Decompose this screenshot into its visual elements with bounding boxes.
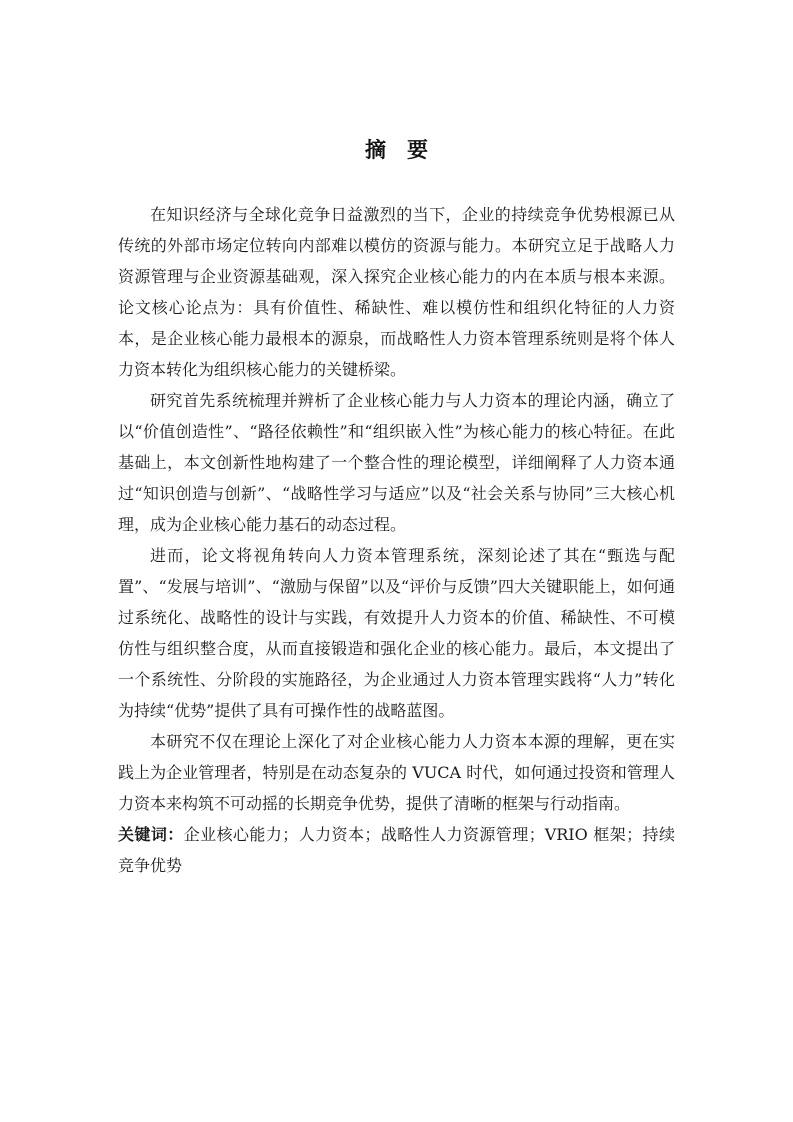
keywords-text: 企业核心能力；人力资本；战略性人力资源管理；VRIO 框架；持续竞争优势	[118, 825, 675, 875]
abstract-paragraph-1: 在知识经济与全球化竞争日益激烈的当下，企业的持续竞争优势根源已从传统的外部市场定位转向内部难以模仿的资源与能力。本研究立足于战略人力资源管理与企业资源基础观，深入探究企业核心能力的内在本质与根本来源。论文核心论点为：具有价值性、稀缺性、难以模仿性和组织化特征的人力资本，是企业核心能力最根本的源泉，而战略性人力资本管理系统则是将个体人力资本转化为组织核心能力的关键桥梁。	[118, 205, 675, 379]
abstract-paragraph-3: 进而，论文将视角转向人力资本管理系统，深刻论述了其在“甄选与配置”、“发展与培训”、“激励与保留”以及“评价与反馈”四大关键职能上，如何通过系统化、战略性的设计与实践，有效提升人力资本的价值、稀缺性、不可模仿性与组织整合度，从而直接锻造和强化企业的核心能力。最后，本文提出了一个系统性、分阶段的实施路径，为企业通过人力资本管理实践将“人力”转化为持续“优势”提供了具有可操作性的战略蓝图。	[118, 546, 675, 720]
abstract-paragraph-2: 研究首先系统梳理并辨析了企业核心能力与人力资本的理论内涵，确立了以“价值创造性”、“路径依赖性”和“组织嵌入性”为核心能力的核心特征。在此基础上，本文创新性地构建了一个整合性的理论模型，详细阐释了人力资本通过“知识创造与创新”、“战略性学习与适应”以及“社会关系与协同”三大核心机理，成为企业核心能力基石的动态过程。	[118, 391, 675, 534]
abstract-content	[118, 134, 675, 881]
abstract-paragraph-4: 本研究不仅在理论上深化了对企业核心能力人力资本本源的理解，更在实践上为企业管理者，特别是在动态复杂的 VUCA 时代，如何通过投资和管理人力资本来构筑不可动摇的长期竞争优势，提供了清晰的框架与行动指南。	[118, 732, 675, 813]
keywords-line	[118, 819, 675, 881]
keywords-label: 关键词：	[118, 825, 184, 844]
page-title: 摘 要	[365, 137, 428, 162]
